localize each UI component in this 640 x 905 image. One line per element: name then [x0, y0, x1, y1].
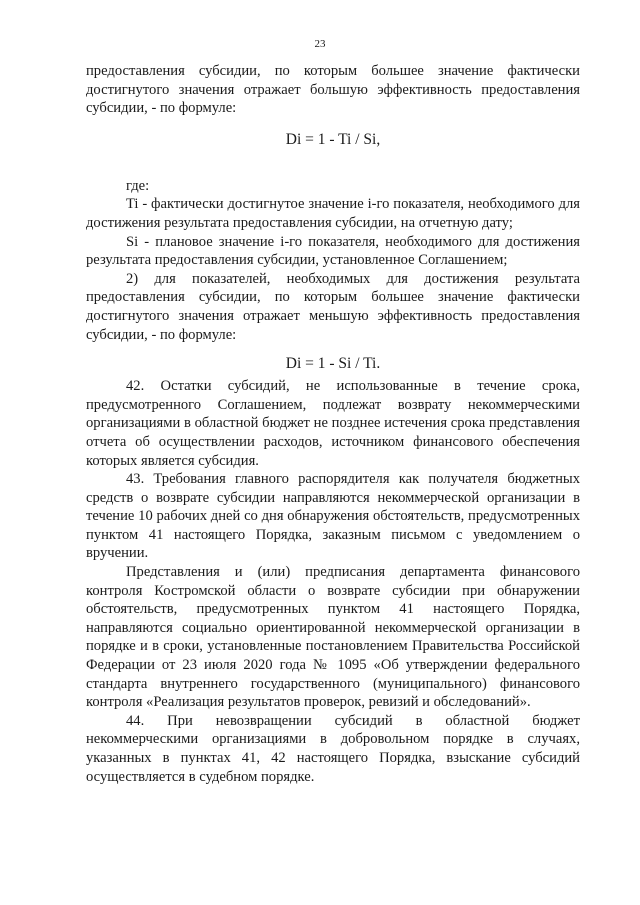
paragraph-42: 42. Остатки субсидий, не использованные в течение срока, предусмотренного Соглашением, подлежат возврату некоммерческими организациями в областной бюджет не позднее истечения срока представления отчета об осуществлении расходов, источником финансового обеспечения которых является субсидия.: [86, 378, 580, 469]
paragraph-where: где:: [126, 177, 150, 194]
paragraph-ti-definition: Ti - фактически достигнутое значение i-го показателя, необходимого для достижения результата предоставления субсидии, на отчетную дату;: [86, 196, 580, 231]
paragraph-43: 43. Требования главного распорядителя как получателя бюджетных средств о возврате субсидии направляются некоммерческой организации в течение 10 рабочих дней со дня обнаружения обстоятельств, предусмотренных пунктом 41 настоящего Порядка, заказным письмом с уведомлением о вручении.: [86, 471, 580, 562]
paragraph-44: 44. При невозвращении субсидий в областной бюджет некоммерческими организациями в добровольном порядке в случаях, указанных в пунктах 41, 42 настоящего Порядка, взыскание субсидий осуществляется в судебном порядке.: [86, 712, 580, 785]
paragraph-si-definition: Si - плановое значение i-го показателя, необходимого для достижения результата предоставления субсидии, установленное Соглашением;: [86, 233, 580, 269]
formula-1: Di = 1 - Ti / Si,: [285, 130, 381, 148]
formula-2: Di = 1 - Si / Ti.: [285, 355, 381, 373]
paragraph-43-continued: Представления и (или) предписания департамента финансового контроля Костромской области о возврате субсидии при обнаружении обстоятельств, предусмотренных пунктом 41 настоящего Порядка, направляются социально ориентированной некоммерческой организации в порядке и в сроки, установленные постановлением Правительства Российской Федерации от 23 июля 2020 года № 1095 «Об утверждении федерального стандарта внутреннего государственного (муниципального) финансового контроля «Реализация результатов проверок, ревизий и обследований».: [86, 564, 580, 711]
paragraph-item-2: 2) для показателей, необходимых для достижения результата предоставления субсидии, по которым большее значение фактически достигнутого значения отражает меньшую эффективность предоставления субсидии, - по формуле:: [86, 270, 580, 343]
page-number: 23: [314, 38, 326, 50]
paragraph-continuation: предоставления субсидии, по которым большее значение фактически достигнутого значения отражает большую эффективность предоставления субсидии, - по формуле:: [86, 63, 580, 117]
document-body: [86, 62, 580, 786]
